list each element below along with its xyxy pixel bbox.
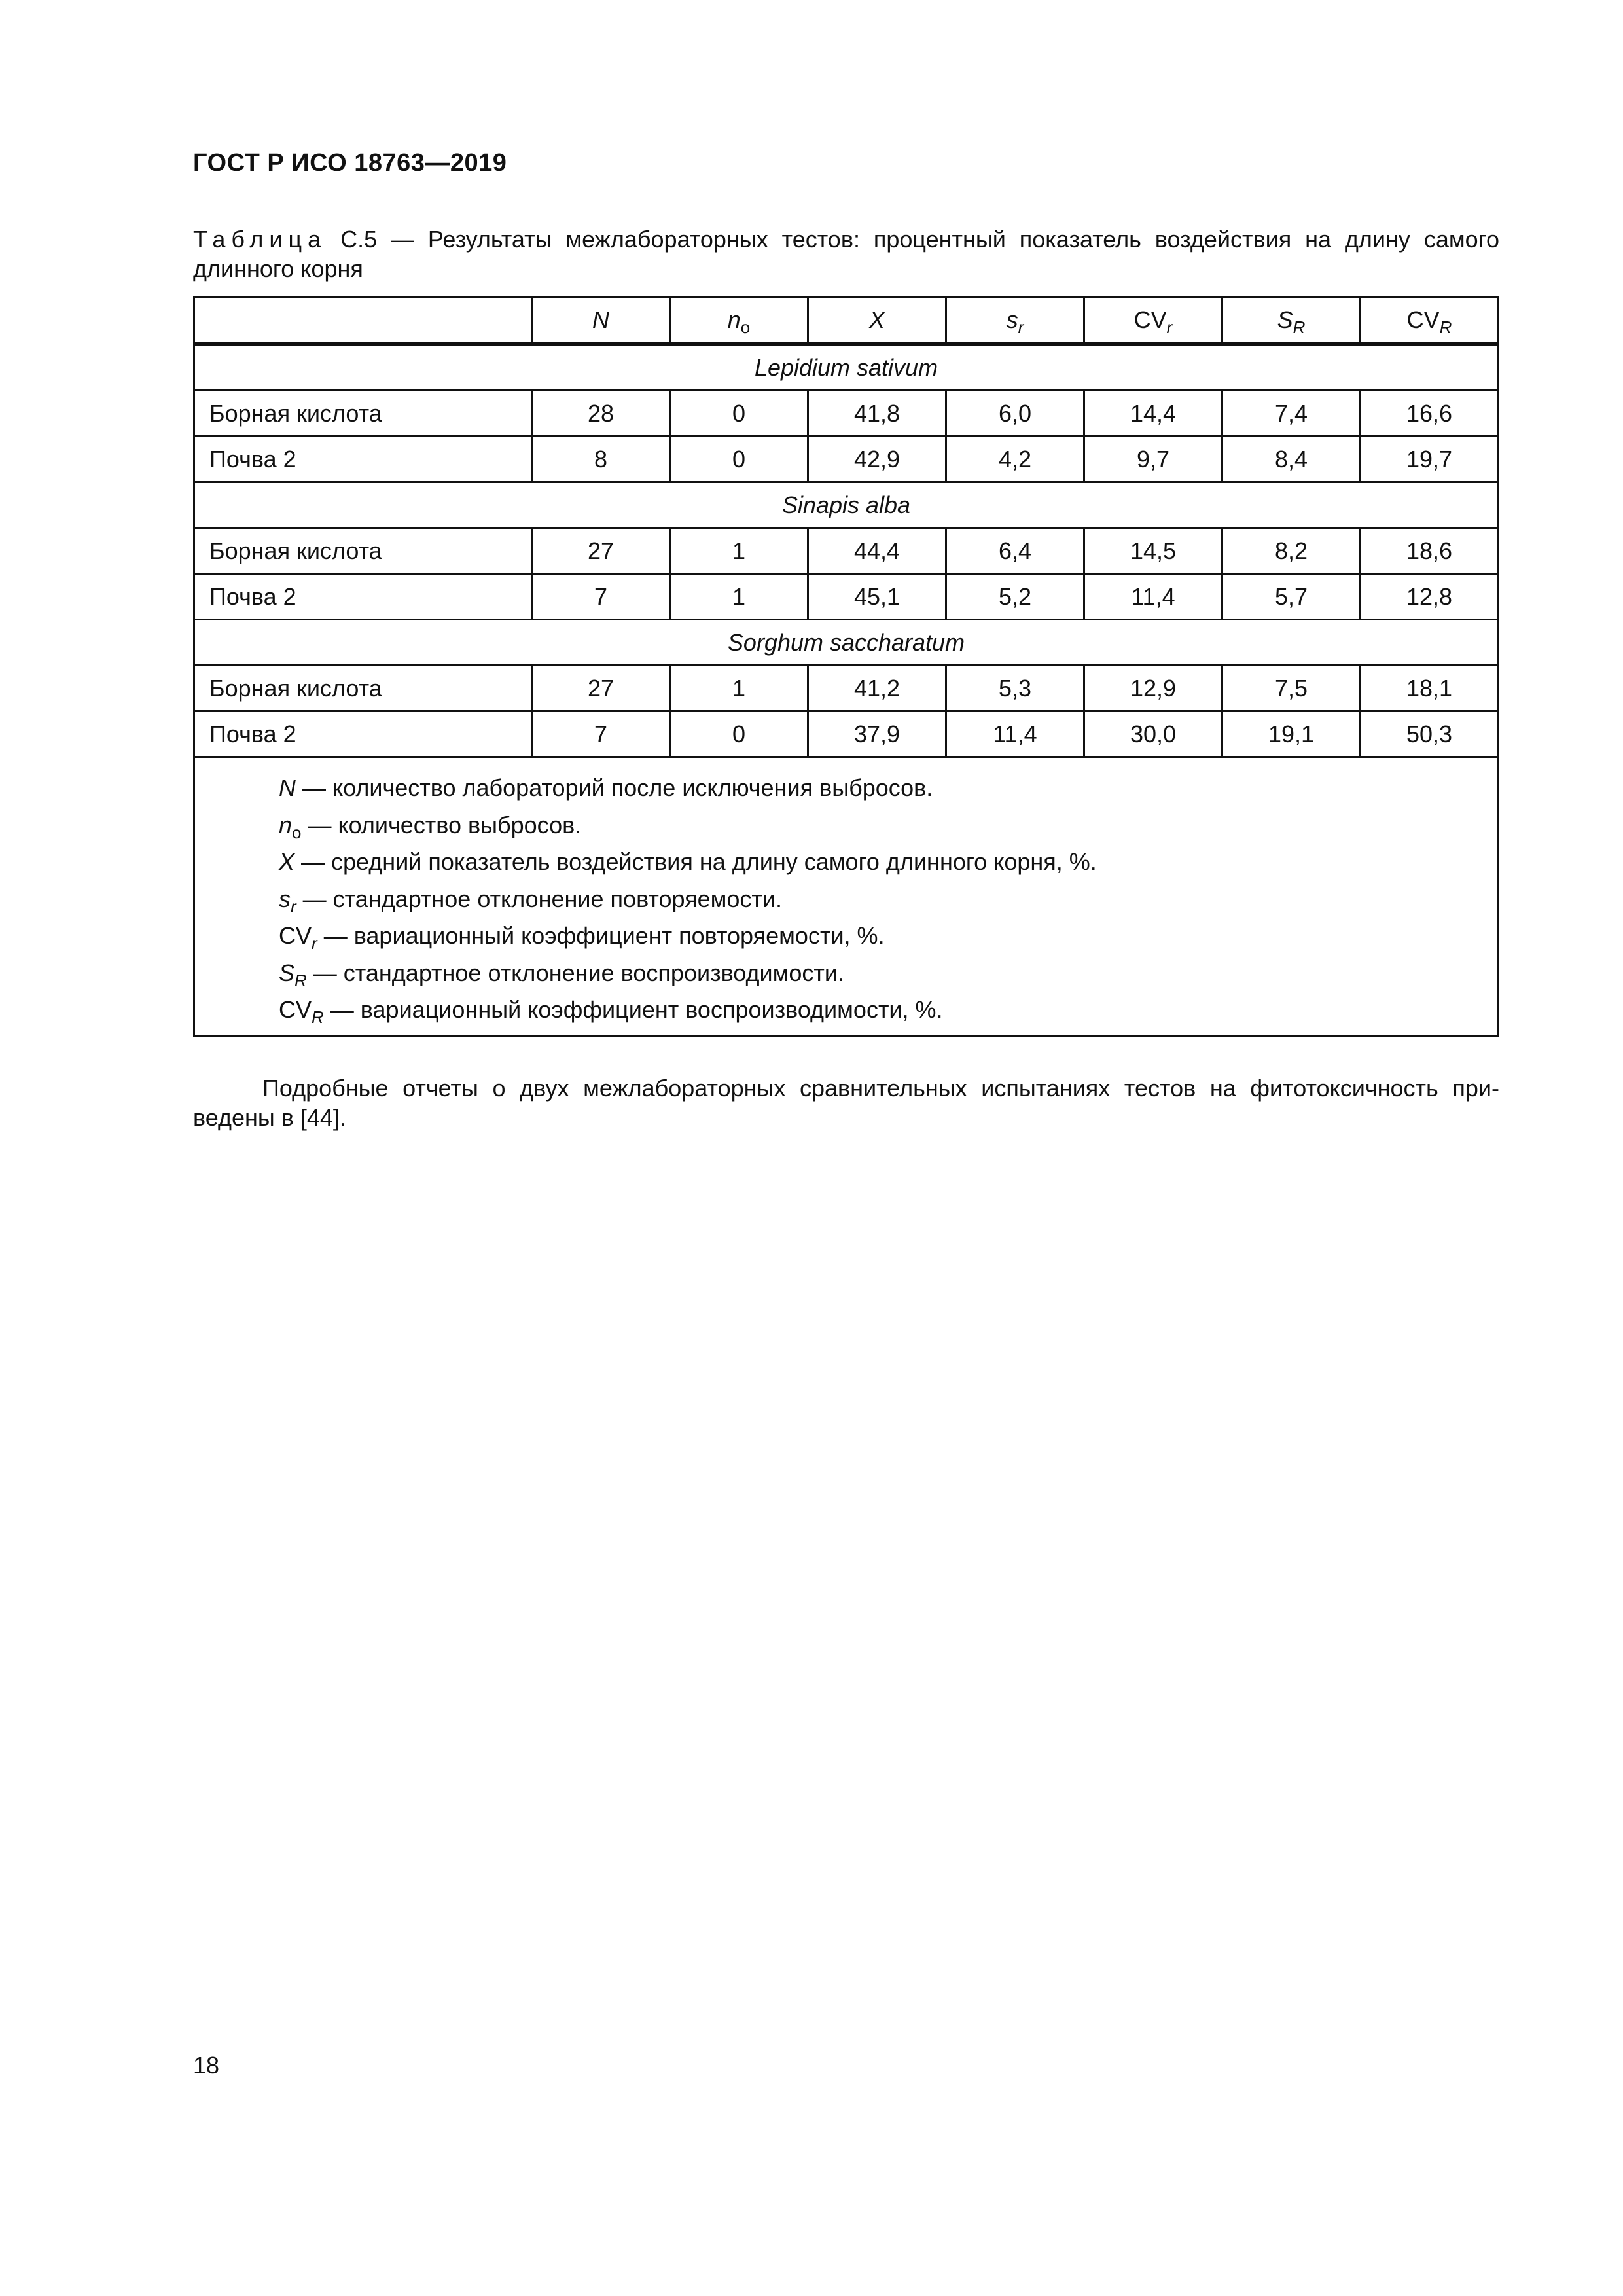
table-row: [194, 574, 1499, 620]
note-no: $n_o$ — количество выбросов.: [279, 811, 582, 842]
note-x: X — средний показатель воздействия на длину самого длинного корня, %.: [279, 848, 1097, 875]
cell-n: 28: [532, 391, 670, 437]
table-row: [194, 711, 1499, 757]
table-row: [194, 391, 1499, 437]
species-row: [194, 344, 1499, 391]
cell-sr: 5,3: [946, 666, 1084, 711]
species-name: Sorghum saccharatum: [194, 620, 1499, 666]
cell-sR: 8,2: [1222, 528, 1361, 574]
page-number: 18: [193, 2052, 220, 2079]
cell-cvr: 12,9: [1084, 666, 1222, 711]
table-caption-text: С.5 — Результаты межлабораторных тестов: процентный показатель воздействия на длину самого длинного корня: [193, 226, 1499, 282]
note-sR: $S_R$ — стандартное отклонение воспроизводимости.: [279, 959, 845, 990]
table-notes: [194, 757, 1499, 1037]
row-label: Борная кислота: [194, 528, 532, 574]
table-row: [194, 437, 1499, 482]
cell-sR: 7,4: [1222, 391, 1361, 437]
cell-cvR: 19,7: [1361, 437, 1499, 482]
note-cvr: $CV_r$ — вариационный коэффициент повторяемости, %.: [279, 922, 885, 953]
cell-sr: 6,0: [946, 391, 1084, 437]
cell-n: 7: [532, 711, 670, 757]
cell-cvr: 14,4: [1084, 391, 1222, 437]
document-header: ГОСТ Р ИСО 18763—2019: [193, 149, 507, 177]
row-label: Борная кислота: [194, 391, 532, 437]
cell-sR: 19,1: [1222, 711, 1361, 757]
table-notes-row: [194, 757, 1499, 1037]
cell-cvR: 12,8: [1361, 574, 1499, 620]
cell-cvr: 14,5: [1084, 528, 1222, 574]
cell-sR: 7,5: [1222, 666, 1361, 711]
cell-cvR: 18,6: [1361, 528, 1499, 574]
header-empty-cell: [194, 297, 532, 344]
species-name: Sinapis alba: [194, 482, 1499, 528]
table-caption-prefix: Таблица: [193, 226, 327, 253]
cell-cvR: 16,6: [1361, 391, 1499, 437]
cell-no: 0: [670, 711, 808, 757]
table-caption: [193, 224, 1499, 283]
header-sr: $s_r$: [946, 297, 1084, 344]
cell-sR: 5,7: [1222, 574, 1361, 620]
cell-no: 1: [670, 528, 808, 574]
header-cvR: $CV_R$: [1361, 297, 1499, 344]
species-row: [194, 620, 1499, 666]
cell-x: 37,9: [808, 711, 946, 757]
species-name: Lepidium sativum: [194, 344, 1499, 391]
header-no: $n_o$: [670, 297, 808, 344]
cell-x: 45,1: [808, 574, 946, 620]
cell-sr: 4,2: [946, 437, 1084, 482]
header-n: N: [532, 297, 670, 344]
species-row: [194, 482, 1499, 528]
cell-sr: 11,4: [946, 711, 1084, 757]
cell-n: 7: [532, 574, 670, 620]
cell-sR: 8,4: [1222, 437, 1361, 482]
note-n: N — количество лабораторий после исключения выбросов.: [279, 774, 933, 801]
body-paragraph: Подробные отчеты о двух межлабораторных сравнительных испытаниях тестов на фитотоксичность при-ведены в [44].: [193, 1075, 1499, 1131]
cell-no: 0: [670, 437, 808, 482]
cell-x: 42,9: [808, 437, 946, 482]
row-label: Почва 2: [194, 574, 532, 620]
cell-cvR: 18,1: [1361, 666, 1499, 711]
header-x: X: [808, 297, 946, 344]
cell-x: 41,2: [808, 666, 946, 711]
row-label: Борная кислота: [194, 666, 532, 711]
note-sr: $s_r$ — стандартное отклонение повторяемости.: [279, 885, 783, 916]
cell-n: 27: [532, 666, 670, 711]
table-header-row: [194, 297, 1499, 344]
results-table: [193, 296, 1499, 1037]
cell-no: 1: [670, 666, 808, 711]
cell-cvr: 11,4: [1084, 574, 1222, 620]
table-row: [194, 666, 1499, 711]
cell-n: 27: [532, 528, 670, 574]
cell-no: 0: [670, 391, 808, 437]
cell-cvR: 50,3: [1361, 711, 1499, 757]
cell-no: 1: [670, 574, 808, 620]
cell-sr: 5,2: [946, 574, 1084, 620]
note-cvR: $CV_R$ — вариационный коэффициент воспроизводимости, %.: [279, 996, 943, 1027]
row-label: Почва 2: [194, 711, 532, 757]
row-label: Почва 2: [194, 437, 532, 482]
cell-cvr: 30,0: [1084, 711, 1222, 757]
header-cvr: $CV_r$: [1084, 297, 1222, 344]
table-row: [194, 528, 1499, 574]
cell-x: 44,4: [808, 528, 946, 574]
cell-sr: 6,4: [946, 528, 1084, 574]
cell-n: 8: [532, 437, 670, 482]
cell-x: 41,8: [808, 391, 946, 437]
cell-cvr: 9,7: [1084, 437, 1222, 482]
header-sR: $S_R$: [1222, 297, 1361, 344]
